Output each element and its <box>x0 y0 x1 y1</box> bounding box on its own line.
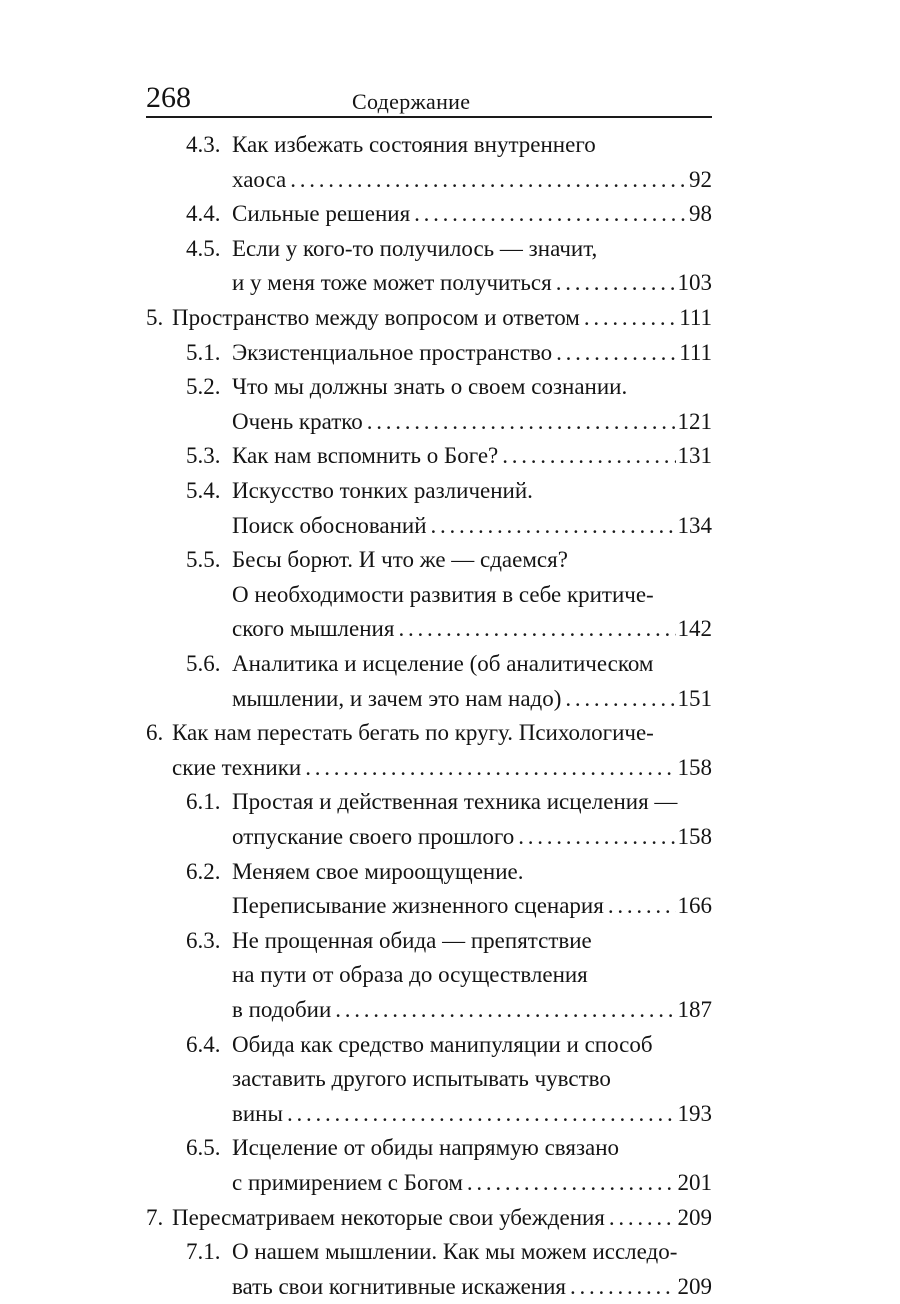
toc-entry-number: 5.4. <box>186 478 221 503</box>
dot-leader <box>556 336 677 370</box>
toc-entry-title: Пространство между вопросом и ответом <box>172 305 580 330</box>
toc-entry-title: хаоса <box>232 166 287 192</box>
toc-entry-title: заставить другого испытывать чувство <box>232 1066 611 1092</box>
toc-section-line <box>232 1166 712 1200</box>
toc-entry-number: 4.3. <box>186 132 221 157</box>
toc-entry-title: ские техники <box>172 754 302 780</box>
toc-entry-title: Бесы борют. И что же — сдаемся? <box>232 547 568 573</box>
toc-entry-title: Пересматриваем некоторые свои убеждения <box>172 1204 605 1230</box>
toc-section-line <box>186 336 712 370</box>
toc-entry-title: Аналитика и исцеление (об аналитическом <box>232 651 654 676</box>
running-title: Содержание <box>352 89 471 114</box>
toc-section-line <box>186 855 712 889</box>
toc-section-line <box>232 266 712 300</box>
toc-page-number: 121 <box>677 408 712 434</box>
toc-section-line <box>186 439 712 473</box>
dot-leader <box>608 889 676 923</box>
toc-entry-title: и у меня тоже может получиться <box>232 270 552 296</box>
toc-section-line <box>186 1131 712 1165</box>
toc-page-number: 193 <box>677 1100 712 1126</box>
toc-entry-title: Что мы должны знать о своем сознании. <box>232 374 628 400</box>
toc-section-line <box>186 197 712 231</box>
toc-section-line <box>186 543 712 577</box>
toc-page-number: 201 <box>677 1170 712 1195</box>
toc-entry-title: Как нам вспомнить о Боге? <box>232 443 499 469</box>
toc-page-number: 111 <box>679 305 712 330</box>
toc-chapter-line <box>172 751 712 785</box>
toc-entry-title: Исцеление от обиды напрямую связано <box>232 1135 620 1161</box>
toc-entry-title: Если у кого-то получилось — значит, <box>232 235 598 261</box>
toc-section-line <box>232 958 712 992</box>
toc-section-line <box>232 509 712 543</box>
dot-leader <box>502 439 675 473</box>
toc-entry-number: 6.3. <box>186 927 221 953</box>
toc-section-line <box>232 1062 712 1096</box>
toc-page-number: 92 <box>689 166 712 192</box>
toc-entry-title: вать свои когнитивные искажения <box>232 1273 566 1299</box>
toc-page-number: 187 <box>677 997 712 1022</box>
toc-entry-title: Искусство тонких различений. <box>232 478 533 503</box>
toc-entry-title: О необходимости развития в себе критиче- <box>232 581 654 607</box>
dot-leader <box>398 612 675 646</box>
page-number: 268 <box>146 81 191 114</box>
dot-leader <box>556 266 676 300</box>
dot-leader <box>414 197 687 231</box>
toc-page-number: 158 <box>677 824 712 849</box>
dot-leader <box>290 163 687 197</box>
toc-section-line <box>186 785 712 819</box>
toc-section-line <box>186 128 712 162</box>
toc-page-number: 111 <box>679 339 712 365</box>
toc-section-line <box>232 1097 712 1131</box>
toc-page-number: 151 <box>677 685 712 711</box>
toc-entry-title: Поиск обоснований <box>232 512 427 538</box>
toc-entry-title: Сильные решения <box>232 201 411 227</box>
toc-section-line <box>232 682 712 716</box>
toc-chapter-line <box>146 716 712 750</box>
toc-entry-title: в подобии <box>232 997 332 1022</box>
toc-page-number: 158 <box>677 754 712 780</box>
toc-entry-title: Экзистенциальное пространство <box>232 339 553 365</box>
toc-section-line <box>232 612 712 646</box>
toc-section-line <box>186 474 712 508</box>
toc-chapter-line <box>146 1201 712 1235</box>
toc-entry-number: 5. <box>146 305 164 330</box>
toc-section-line <box>186 1028 712 1062</box>
toc-section-line <box>186 924 712 958</box>
toc-page-number: 166 <box>677 893 712 919</box>
toc-section-line <box>186 232 712 266</box>
toc-entry-number: 6.1. <box>186 789 221 815</box>
dot-leader <box>367 405 676 439</box>
toc-entry-number: 7. <box>146 1204 164 1230</box>
dot-leader <box>335 993 675 1027</box>
toc-page-number: 209 <box>677 1204 712 1230</box>
toc-entry-number: 5.6. <box>186 651 221 676</box>
toc-section-line <box>232 578 712 612</box>
toc-entry-title: Как нам перестать бегать по кругу. Психологиче- <box>172 720 654 746</box>
toc-entry-title: на пути от образа до осуществления <box>232 962 588 988</box>
toc-section-line <box>186 1235 712 1269</box>
dot-leader <box>518 820 675 854</box>
dot-leader <box>431 509 676 543</box>
toc-entry-number: 6.5. <box>186 1135 221 1161</box>
toc-page-number: 98 <box>689 201 712 227</box>
dot-leader <box>467 1166 676 1200</box>
toc-page-number: 103 <box>677 270 712 296</box>
toc-entry-number: 6.4. <box>186 1031 221 1057</box>
toc-section-line <box>232 405 712 439</box>
toc-section-line <box>232 889 712 923</box>
toc-entry-title: с примирением с Богом <box>232 1170 463 1195</box>
toc-entry-title: Переписывание жизненного сценария <box>232 893 604 919</box>
toc-entry-title: Простая и действенная техника исцеления — <box>232 789 678 815</box>
toc-entry-number: 4.5. <box>186 235 221 261</box>
toc-entry-title: Очень кратко <box>232 408 363 434</box>
toc-page-number: 209 <box>677 1273 712 1299</box>
toc-section-line <box>232 820 712 854</box>
toc-page-number: 131 <box>677 443 712 469</box>
toc-entry-number: 4.4. <box>186 201 221 227</box>
dot-leader <box>287 1097 676 1131</box>
toc-entry-number: 5.3. <box>186 443 221 469</box>
toc-entry-number: 7.1. <box>186 1239 221 1265</box>
toc-entry-number: 6. <box>146 720 164 746</box>
dot-leader <box>565 682 675 716</box>
dot-leader <box>609 1201 676 1235</box>
toc-entry-title: Меняем свое мироощущение. <box>232 858 524 884</box>
toc-page-number: 134 <box>677 512 712 538</box>
toc-entry-title: Обида как средство манипуляции и способ <box>232 1031 653 1057</box>
toc-entry-title: мышлении, и зачем это нам надо) <box>232 685 562 711</box>
toc-section-line <box>232 993 712 1027</box>
toc-entry-number: 6.2. <box>186 858 221 884</box>
toc-entry-title: О нашем мышлении. Как мы можем исследо- <box>232 1239 678 1265</box>
toc-section-line <box>186 647 712 681</box>
toc-entry-number: 5.5. <box>186 547 221 573</box>
dot-leader <box>570 1270 676 1304</box>
toc-section-line <box>232 163 712 197</box>
toc-page-number: 142 <box>677 616 712 642</box>
dot-leader <box>305 751 675 785</box>
dot-leader <box>584 301 677 335</box>
toc-entry-title: отпускание своего прошлого <box>232 824 515 849</box>
toc-entry-title: ского мышления <box>232 616 395 642</box>
toc-entry-title: Как избежать состояния внутреннего <box>232 132 596 157</box>
toc-entry-number: 5.1. <box>186 339 221 365</box>
toc-section-line <box>232 1270 712 1304</box>
toc-entry-number: 5.2. <box>186 374 221 400</box>
toc-entry-title: вины <box>232 1100 283 1126</box>
toc-entry-title: Не прощенная обида — препятствие <box>232 927 592 953</box>
toc-section-line <box>186 370 712 404</box>
toc-chapter-line <box>146 301 712 335</box>
